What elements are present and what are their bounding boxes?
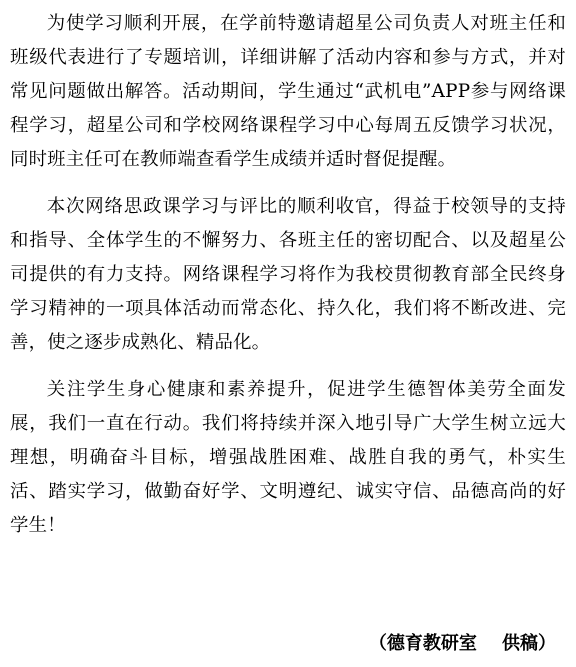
paragraph-acknowledgement: 本次网络思政课学习与评比的顺利收官，得益于校领导的支持和指导、全体学生的不懈努力、各班主任的密切配合、以及超星公司提供的有力支持。网络课程学习将作为我校贯彻教育部全民终身学习精神的一项具体活动而常态化、持久化，我们将不断改进、完善，使之逐步成熟化、精品化。 <box>10 196 566 353</box>
paragraph-training: 为使学习顺利开展，在学前特邀请超星公司负责人对班主任和班级代表进行了专题培训，详细讲解了活动内容和参与方式，并对常见问题做出解答。活动期间，学生通过“武机电”APP参与网络课程学习，超星公司和学校网络课程学习中心每周五反馈学习状况，同时班主任可在教师端查看学生成绩并适时督促提醒。 <box>10 13 566 170</box>
article-body <box>10 7 566 556</box>
article-signature: （德育教研室 供稿） <box>368 633 556 654</box>
paragraph-commitment: 关注学生身心健康和素养提升，促进学生德智体美劳全面发展，我们一直在行动。我们将持续并深入地引导广大学生树立远大理想，明确奋斗目标，增强战胜困难、战胜自我的勇气，朴实生活、踏实学习，做勤奋好学、文明遵纪、诚实守信、品德高尚的好学生！ <box>10 379 566 536</box>
